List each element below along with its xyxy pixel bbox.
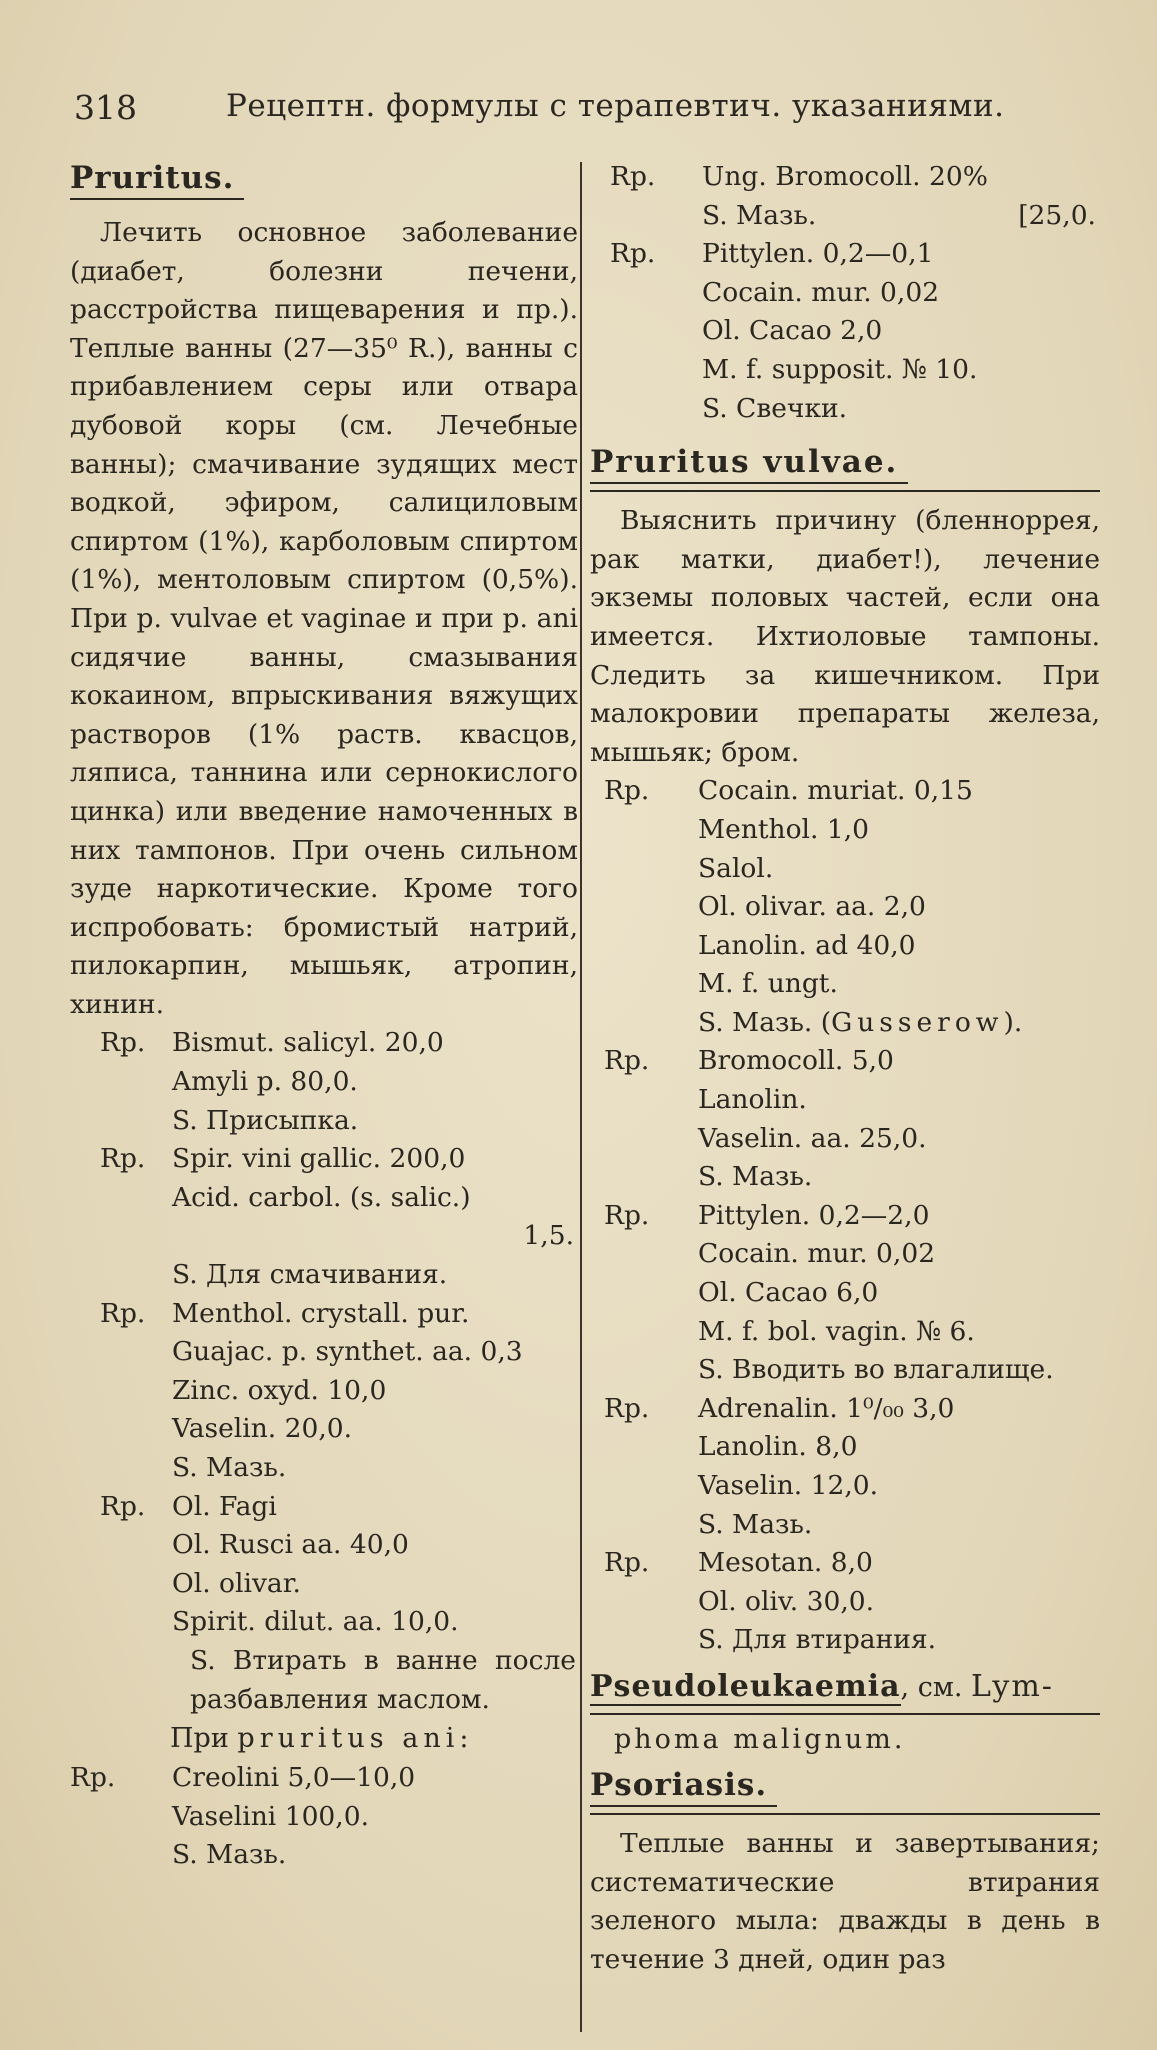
rx-line: Vaselin. 20,0. bbox=[172, 1413, 353, 1445]
rx-line: S. Мазь. bbox=[702, 199, 817, 231]
rx-label: Rp. bbox=[100, 1297, 146, 1329]
rx-line: Cocain. mur. 0,02 bbox=[698, 1238, 936, 1270]
subheading-prefix: При bbox=[170, 1723, 229, 1755]
rx-line: Pittylen. 0,2—0,1 bbox=[702, 238, 934, 270]
rx-label: Rp. bbox=[604, 1199, 650, 1231]
subheading-term: pruritus ani: bbox=[237, 1723, 474, 1755]
rx-line: Vaselin. aa. 25,0. bbox=[698, 1122, 927, 1154]
rx-line: Menthol. 1,0 bbox=[698, 813, 870, 845]
prescription-mesotan bbox=[590, 1544, 1100, 1660]
rx-line: S. Для втирания. bbox=[698, 1624, 937, 1656]
psoriasis-paragraph: Теплые ванны и завертывания; систематические втирания зеленого мыла: дважды в день в течение 3 дней, один раз bbox=[590, 1827, 1100, 1975]
pseudoleukaemia-entry bbox=[590, 1666, 1100, 1709]
rx-line: Menthol. crystall. pur. bbox=[172, 1297, 470, 1329]
rx-line: Vaselin. 12,0. bbox=[698, 1470, 879, 1501]
heading-rule bbox=[590, 1813, 1100, 1815]
prescription-2 bbox=[70, 1140, 578, 1294]
rx-line: Vaselini 100,0. bbox=[172, 1800, 369, 1832]
rx-line: Pittylen. 0,2—2,0 bbox=[698, 1199, 930, 1231]
rx-line: Zinc. oxyd. 10,0 bbox=[172, 1374, 387, 1406]
rx-line: Spir. vini gallic. 200,0 bbox=[172, 1143, 466, 1175]
rx-line: Ol. oliv. 30,0. bbox=[698, 1585, 875, 1617]
prescription-4 bbox=[70, 1488, 578, 1720]
rx-line: M. f. bol. vagin. № 6. bbox=[698, 1315, 975, 1347]
prescription-bromocoll-2 bbox=[590, 1042, 1100, 1196]
rx-line: Lanolin. bbox=[698, 1084, 807, 1116]
prescription-bromocoll bbox=[590, 158, 1100, 235]
rx-line: Bismut. salicyl. 20,0 bbox=[172, 1027, 444, 1059]
rx-line: Ol. Cacao 6,0 bbox=[698, 1277, 879, 1309]
rx-line: Ol. olivar. bbox=[172, 1567, 301, 1599]
prescription-pittylen-1 bbox=[590, 235, 1100, 428]
rx-line: S. Мазь. ( bbox=[698, 1006, 832, 1038]
rx-line: Ung. Bromocoll. 20% bbox=[702, 161, 988, 192]
rx-line: Amyli p. 80,0. bbox=[172, 1066, 358, 1098]
see-reference-prefix: , см. bbox=[900, 1671, 971, 1703]
rx-line: Lanolin. 8,0 bbox=[698, 1431, 858, 1463]
heading-rule bbox=[590, 490, 1100, 492]
rx-label: Rp. bbox=[604, 1045, 650, 1077]
right-column bbox=[590, 158, 1100, 1979]
rx-label: Rp. bbox=[610, 238, 656, 270]
rx-line: S. Мазь. bbox=[172, 1839, 287, 1871]
pruritus-paragraph: Лечить основное заболевание (диабет, болезни печени, расстройства пищеварения и пр.). Теплые ванны (27—35⁰ R.), ванны с прибавлением серы или отвара дубовой коры (см. Лечебные ванны); смачивание зудящих мест водкой, эфиром, салициловым спиртом (1%), карболовым спиртом (1%), ментоловым спиртом (0,5%). При p. vulvae et vaginae и при p. ani сидячие ванны, смазывания кокаином, впрыскивания вяжущих растворов (1% раств. квасцов, ляписа, таннина или сернокислого цинка) или введение намоченных в них тампонов. При очень сильном зуде наркотические. Кроме того испробовать: бромистый натрий, пилокарпин, мышьяк, атропин, хинин. bbox=[70, 217, 578, 1020]
prescription-ani bbox=[70, 1759, 578, 1875]
heading-rule bbox=[590, 1713, 1100, 1715]
rx-line: Guajac. p. synthet. aa. 0,3 bbox=[172, 1336, 523, 1368]
rx-label: Rp. bbox=[100, 1490, 146, 1522]
rx-line: M. f. supposit. № 10. bbox=[702, 353, 978, 385]
rx-line: S. Мазь. bbox=[698, 1161, 813, 1193]
rx-label: Rp. bbox=[100, 1027, 146, 1059]
rx-line: S. Втирать в ванне после разбавления маслом. bbox=[190, 1644, 576, 1715]
rx-line: M. f. ungt. bbox=[698, 968, 838, 1000]
left-column bbox=[70, 158, 578, 1875]
rx-line: S. Мазь. bbox=[698, 1508, 813, 1540]
rx-line: S. Мазь. bbox=[172, 1452, 287, 1483]
page-header bbox=[0, 88, 1157, 138]
prescription-pittylen-2 bbox=[590, 1197, 1100, 1390]
rx-line: Ol. olivar. aa. 2,0 bbox=[698, 891, 926, 923]
rx-label: Rp. bbox=[610, 161, 656, 192]
rx-label: Rp. bbox=[100, 1143, 146, 1175]
rx-label: Rp. bbox=[604, 1392, 650, 1424]
column-divider bbox=[580, 162, 582, 2032]
rx-line: Adrenalin. 1⁰/₀₀ 3,0 bbox=[698, 1392, 955, 1424]
rx-line: S. Для смачивания. bbox=[172, 1259, 448, 1291]
prescription-adrenalin bbox=[590, 1390, 1100, 1544]
heading-pruritus: Pruritus. bbox=[70, 158, 244, 200]
pseudoleukaemia-continuation: phoma malignum. bbox=[614, 1723, 906, 1755]
rx-line-right: [25,0. bbox=[1018, 199, 1096, 231]
rx-line: Cocain. mur. 0,02 bbox=[702, 276, 940, 308]
see-reference: Lym- bbox=[970, 1668, 1054, 1704]
rx-line: Ol. Fagi bbox=[172, 1490, 277, 1522]
rx-line: ). bbox=[1003, 1006, 1023, 1038]
prescription-3 bbox=[70, 1295, 578, 1488]
page-number: 318 bbox=[74, 88, 137, 127]
running-title: Рецептн. формулы с терапевтич. указаниями. bbox=[226, 88, 1005, 124]
rx-label: Rp. bbox=[604, 1547, 650, 1579]
rx-line: Ol. Cacao 2,0 bbox=[702, 315, 883, 347]
prescription-cocain bbox=[590, 772, 1100, 1042]
rx-line: Cocain. muriat. 0,15 bbox=[698, 775, 973, 807]
rx-line: Acid. carbol. (s. salic.) bbox=[172, 1181, 471, 1213]
rx-label: Rp. bbox=[604, 775, 650, 807]
rx-line: Salol. bbox=[698, 852, 774, 884]
rx-line: S. Присыпка. bbox=[172, 1104, 359, 1136]
rx-label: Rp. bbox=[70, 1762, 116, 1794]
heading-pseudoleukaemia: Pseudoleukaemia bbox=[590, 1668, 901, 1704]
rx-line: Mesotan. 8,0 bbox=[698, 1547, 873, 1579]
rx-line-right: 1,5. bbox=[523, 1220, 574, 1252]
author-name: Gusserow bbox=[831, 1006, 1004, 1038]
prescription-1 bbox=[70, 1024, 578, 1140]
vulvae-paragraph: Выяснить причину (бленноррея, рак матки, диабет!), лечение экземы половых частей, если она имеется. Ихтиоловые тампоны. Следить за кишечником. При малокровии препараты железа, мышьяк; бром. bbox=[590, 505, 1100, 768]
heading-pruritus-vulvae: Pruritus vulvae. bbox=[590, 442, 908, 484]
subheading-pruritus-ani bbox=[70, 1719, 578, 1759]
rx-line: Spirit. dilut. aa. 10,0. bbox=[172, 1606, 459, 1638]
rx-line: Bromocoll. 5,0 bbox=[698, 1045, 894, 1077]
rx-line: S. Вводить во влагалище. bbox=[698, 1354, 1054, 1386]
rx-line: Lanolin. ad 40,0 bbox=[698, 929, 916, 961]
rx-line: S. Свечки. bbox=[702, 392, 848, 424]
heading-psoriasis: Psoriasis. bbox=[590, 1765, 777, 1807]
rx-line: Ol. Rusci aa. 40,0 bbox=[172, 1529, 409, 1561]
rx-line: Creolini 5,0—10,0 bbox=[172, 1762, 416, 1794]
